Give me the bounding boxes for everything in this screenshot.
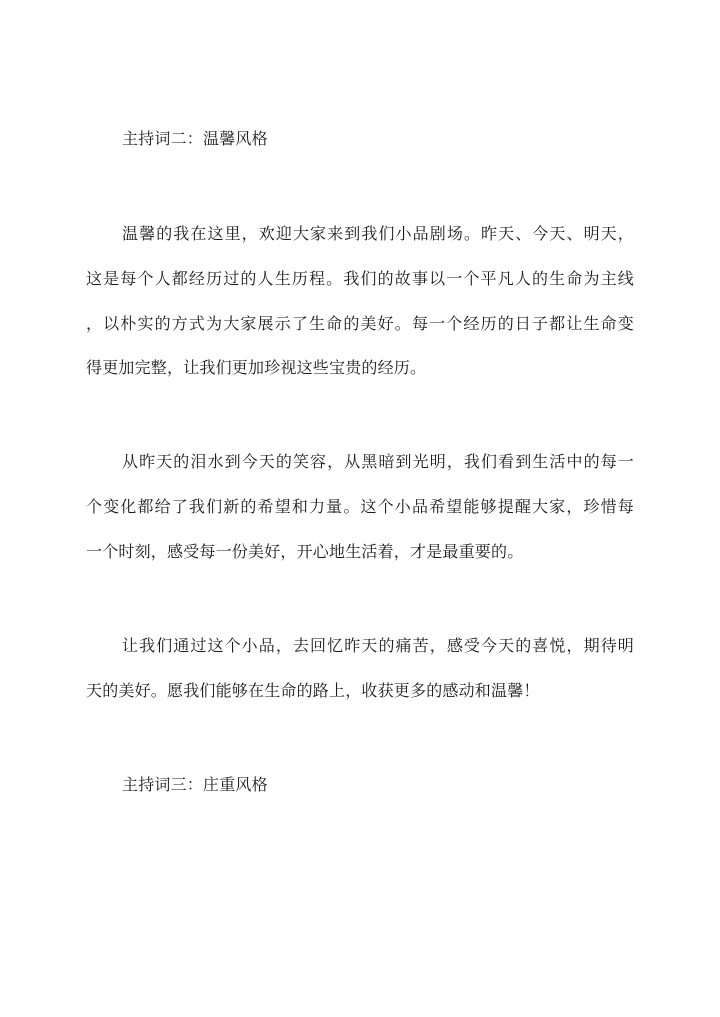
paragraph-line: 得更加完整，让我们更加珍视这些宝贵的经历。: [86, 358, 427, 377]
paragraph-line: 这是每个人都经历过的人生历程。我们的故事以一个平凡人的生命为主线: [86, 269, 634, 288]
paragraph-line: 从昨天的泪水到今天的笑容，从黑暗到光明，我们看到生活中的每一: [122, 452, 634, 471]
paragraph-line: 一个时刻，感受每一份美好，开心地生活着，才是最重要的。: [86, 542, 524, 561]
paragraph-line: 让我们通过这个小品，去回忆昨天的痛苦，感受今天的喜悦，期待明: [122, 636, 634, 655]
section-heading-warm-style: 主持词二：温馨风格: [122, 129, 268, 148]
paragraph-line: 个变化都给了我们新的希望和力量。这个小品希望能够提醒大家，珍惜每: [86, 497, 634, 516]
section-heading-solemn-style: 主持词三：庄重风格: [122, 775, 268, 794]
paragraph-line: 温馨的我在这里，欢迎大家来到我们小品剧场。昨天、今天、明天，: [122, 224, 634, 243]
paragraph-line: 天的美好。愿我们能够在生命的路上，收获更多的感动和温馨！: [86, 681, 540, 700]
paragraph-line: ，以朴实的方式为大家展示了生命的美好。每一个经历的日子都让生命变: [86, 314, 634, 333]
